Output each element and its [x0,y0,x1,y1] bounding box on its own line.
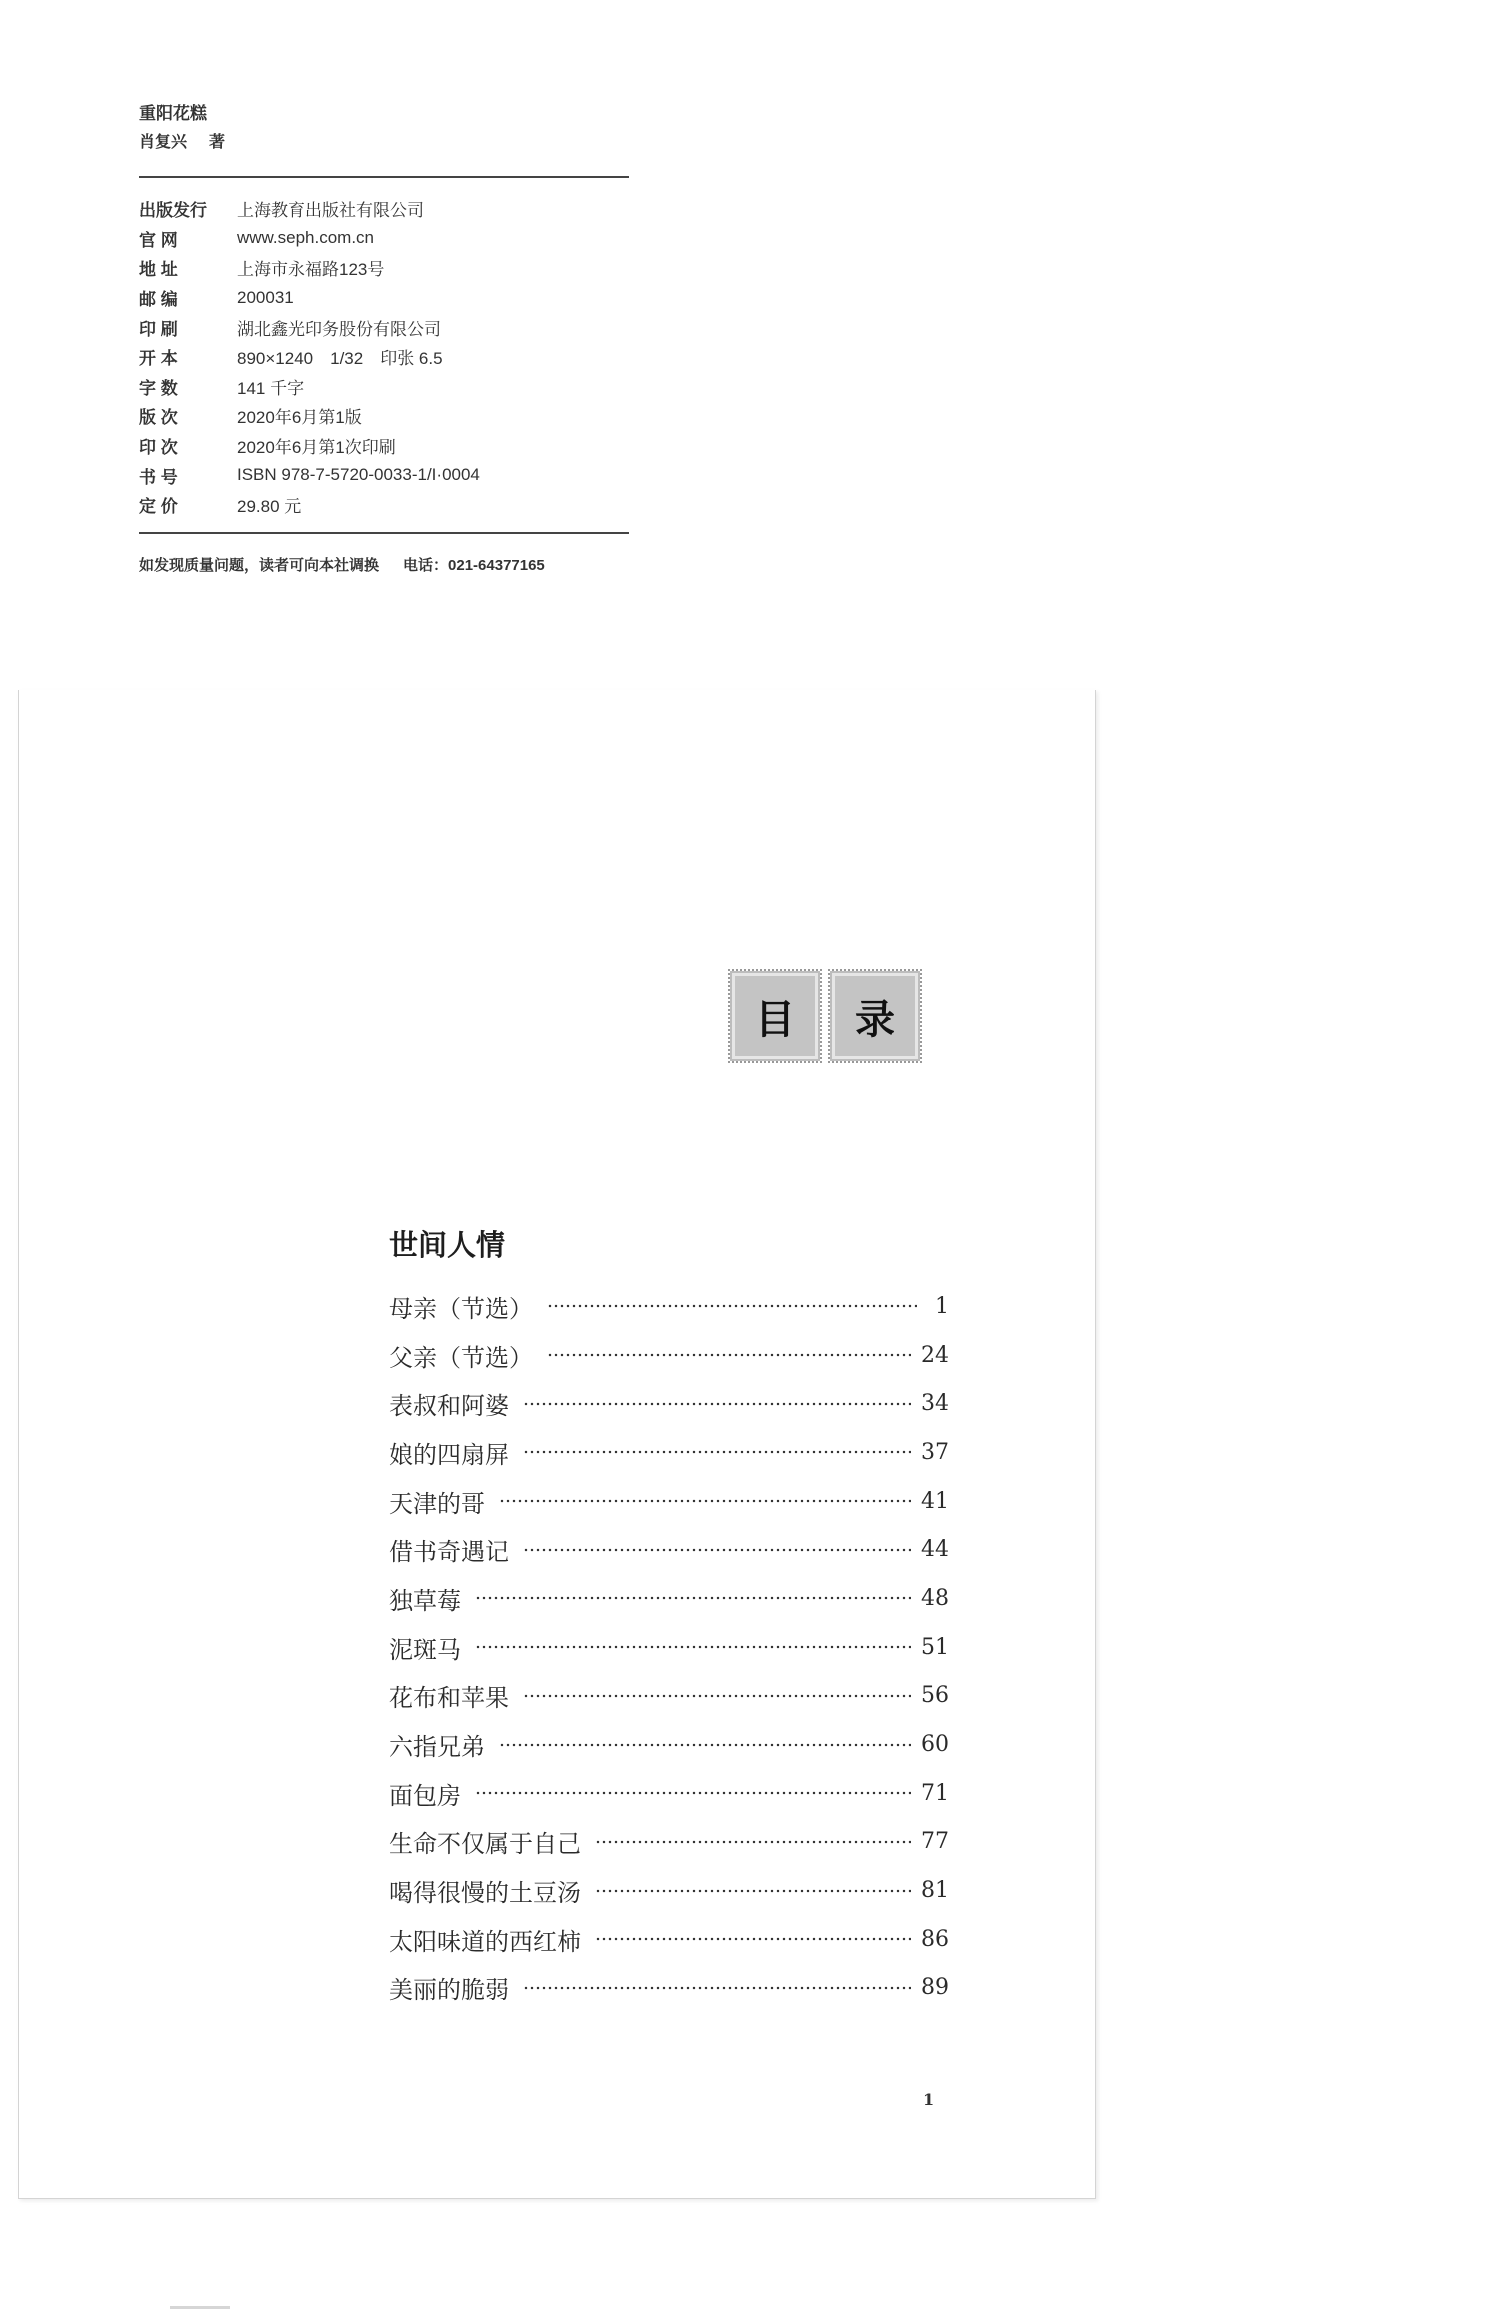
toc-entry-page: 77 [921,1829,949,1855]
detail-value: 29.80 元 [237,497,302,517]
toc-entry-title: 父亲（节选） [389,1343,533,1372]
dot-leader [595,1840,911,1844]
toc-entry[interactable] [389,1623,949,1672]
toc-entry-page: 24 [921,1342,949,1368]
author-role: 著 [209,132,226,151]
detail-label: 书 号 [139,467,178,487]
page-number: 1 [923,2090,935,2109]
toc-entry[interactable] [389,1282,949,1331]
author-name: 肖复兴 [139,132,188,151]
toc-entry-title: 面包房 [389,1781,461,1810]
publication-details [139,194,629,520]
detail-row [139,431,629,461]
toc-entry[interactable] [389,1574,949,1623]
detail-label: 字 数 [139,378,178,398]
contents-heading-char-2: 录 [835,976,915,1056]
detail-row [139,401,629,431]
contents-page [18,690,1096,2199]
dot-leader [595,1889,911,1893]
quality-note [139,554,629,575]
toc-section [389,1223,949,2012]
toc-list [389,1282,949,2012]
bottom-divider [139,532,629,534]
dot-leader [547,1353,911,1357]
detail-row [139,283,629,313]
quality-note-text: 如发现质量问题，读者可向本社调换 [139,556,380,574]
toc-entry[interactable] [389,1818,949,1867]
dot-leader [523,1694,911,1698]
detail-label: 版 次 [139,408,178,428]
toc-entry-title: 喝得很慢的土豆汤 [389,1879,581,1908]
dot-leader [523,1402,911,1406]
toc-entry-title: 花布和苹果 [389,1684,509,1713]
toc-entry-title: 借书奇遇记 [389,1538,509,1567]
toc-entry-page: 81 [921,1878,949,1904]
toc-entry-title: 独草莓 [389,1586,461,1615]
detail-row [139,460,629,490]
toc-entry[interactable] [389,1769,949,1818]
dot-leader [475,1791,911,1795]
detail-label: 印 次 [139,438,178,458]
toc-entry-title: 美丽的脆弱 [389,1976,509,2005]
book-title: 重阳花糕 [139,104,207,124]
contents-heading [735,976,915,1056]
toc-entry-page: 41 [921,1488,949,1514]
dot-leader [475,1645,911,1649]
detail-value: 上海市永福路123号 [237,260,385,280]
toc-entry-page: 60 [921,1732,949,1758]
dot-leader [523,1450,911,1454]
toc-entry-page: 71 [921,1780,949,1806]
detail-value: ISBN 978-7-5720-0033-1/I·0004 [237,465,480,485]
toc-entry[interactable] [389,1720,949,1769]
detail-label: 印 刷 [139,319,178,339]
author-line [139,128,629,156]
toc-entry-page: 37 [921,1439,949,1465]
toc-entry[interactable] [389,1525,949,1574]
toc-entry-title: 六指兄弟 [389,1733,485,1762]
detail-value: 141 千字 [237,378,305,398]
top-divider [139,176,629,178]
toc-entry[interactable] [389,1915,949,1964]
toc-entry-title: 娘的四扇屏 [389,1440,509,1469]
detail-label: 出版发行 [139,201,207,221]
toc-entry-page: 48 [921,1585,949,1611]
detail-row [139,194,629,224]
toc-entry-page: 34 [921,1391,949,1417]
dot-leader [523,1548,911,1552]
toc-entry-page: 1 [935,1293,949,1319]
detail-row [139,372,629,402]
toc-entry-title: 生命不仅属于自己 [389,1830,581,1859]
toc-entry[interactable] [389,1866,949,1915]
detail-row [139,253,629,283]
dot-leader [475,1596,911,1600]
toc-entry-page: 89 [921,1975,949,2001]
detail-label: 邮 编 [139,290,178,310]
toc-entry[interactable] [389,1477,949,1526]
detail-row [139,224,629,254]
toc-entry[interactable] [389,1331,949,1380]
detail-label: 定 价 [139,497,178,517]
dot-leader [595,1937,911,1941]
dot-leader [523,1986,911,1990]
toc-entry[interactable] [389,1428,949,1477]
next-page-edge [170,2306,270,2316]
toc-entry-page: 51 [921,1634,949,1660]
detail-label: 开 本 [139,349,178,369]
toc-entry-title: 表叔和阿婆 [389,1392,509,1421]
detail-row [139,312,629,342]
toc-entry[interactable] [389,1379,949,1428]
detail-value: 890×1240 1/32 印张 6.5 [237,349,443,369]
detail-value: 2020年6月第1版 [237,408,362,428]
dot-leader [499,1743,911,1747]
phone-number: 电话：021-64377165 [403,556,545,574]
toc-entry-title: 太阳味道的西红柿 [389,1927,581,1956]
detail-value: 2020年6月第1次印刷 [237,438,396,458]
detail-value: 上海教育出版社有限公司 [237,201,424,221]
toc-entry-page: 44 [921,1537,949,1563]
detail-label: 官 网 [139,230,178,250]
detail-row [139,490,629,520]
detail-label: 地 址 [139,260,178,280]
section-title: 世间人情 [389,1228,506,1262]
dot-leader [499,1499,911,1503]
detail-value: www.seph.com.cn [237,228,374,248]
detail-value: 湖北鑫光印务股份有限公司 [237,319,441,339]
toc-entry-title: 泥斑马 [389,1635,461,1664]
toc-entry[interactable] [389,1672,949,1721]
toc-entry-title: 母亲（节选） [389,1294,533,1323]
toc-entry-page: 56 [921,1683,949,1709]
toc-entry[interactable] [389,1964,949,2013]
contents-heading-char-1: 目 [735,976,815,1056]
toc-entry-title: 天津的哥 [389,1489,485,1518]
dot-leader [547,1304,917,1308]
copyright-page [139,100,629,575]
detail-row [139,342,629,372]
toc-entry-page: 86 [921,1926,949,1952]
detail-value: 200031 [237,287,294,307]
